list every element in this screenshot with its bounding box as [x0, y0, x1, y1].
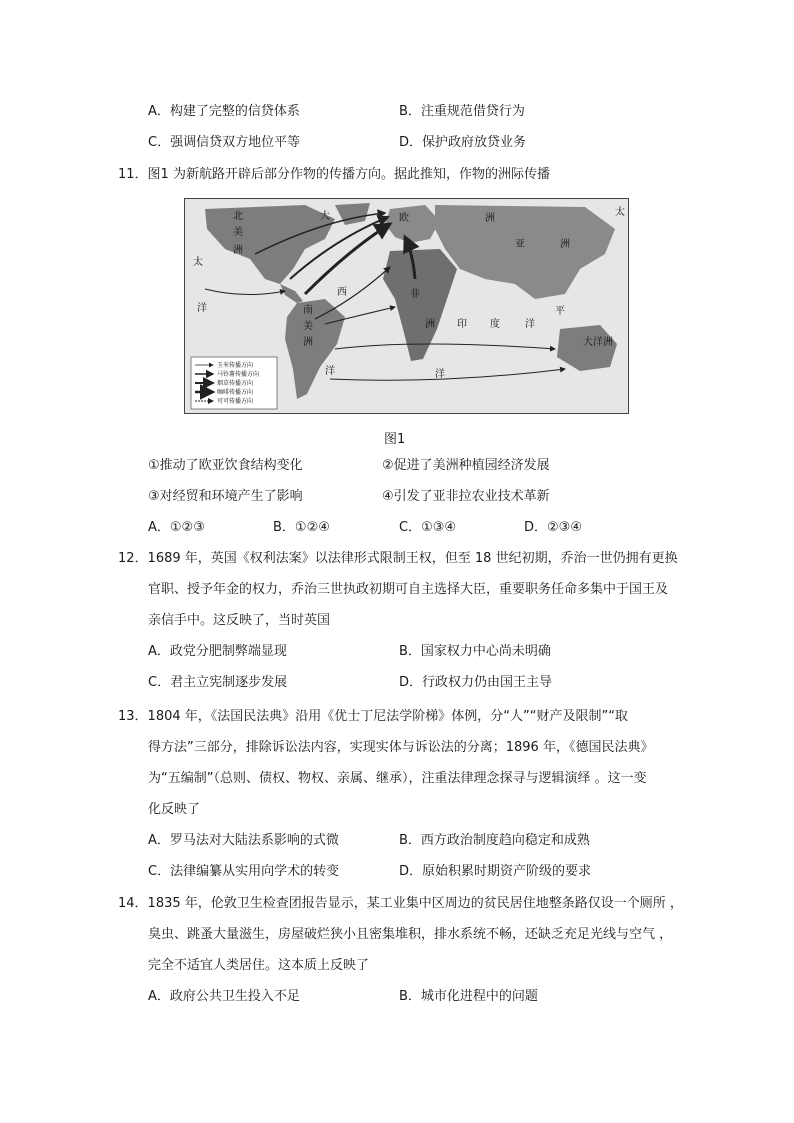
q11-option-d[interactable]: D．②③④ — [524, 520, 582, 535]
q11-item-2: ②促进了美洲种植园经济发展 — [382, 458, 550, 473]
q11-option-a[interactable]: A．①②③ — [148, 520, 205, 535]
q14-option-b[interactable]: B．城市化进程中的问题 — [399, 989, 538, 1004]
q10-option-a[interactable]: A．构建了完整的信贷体系 — [148, 104, 300, 119]
q13-stem-line3: 为“五编制”（总则、债权、物权、亲属、继承），注重法律理念探寻与逻辑演绎 。这一变 — [148, 771, 647, 786]
map-label: 洲 — [560, 239, 570, 250]
map-label: 欧 — [399, 213, 409, 224]
q13-option-c[interactable]: C．法律编纂从实用向学术的转变 — [148, 864, 340, 879]
q13-stem-line4: 化反映了 — [148, 802, 201, 817]
map-legend — [191, 357, 277, 409]
q14-option-a[interactable]: A．政府公共卫生投入不足 — [148, 989, 300, 1004]
q14-stem-line3: 完全不适宜人类居住。这本质上反映了 — [148, 958, 370, 973]
q12-option-a[interactable]: A．政党分肥制弊端显现 — [148, 644, 287, 659]
figure-caption: 图1 — [384, 432, 406, 447]
world-map-figure — [185, 199, 628, 413]
map-label: 平 — [555, 306, 565, 317]
q14-stem-line1: 14．1835 年，伦敦卫生检查团报告显示，某工业集中区周边的贫民居住地整条路仅设一个厕所 ， — [118, 896, 683, 911]
q11-option-c[interactable]: C．①③④ — [399, 520, 457, 535]
q13-option-d[interactable]: D．原始积累时期资产阶级的要求 — [399, 864, 592, 879]
q10-option-b[interactable]: B．注重规范借贷行为 — [399, 104, 525, 119]
map-label: 美 — [303, 321, 313, 332]
q10-option-c[interactable]: C．强调信贷双方地位平等 — [148, 135, 301, 150]
map-label: 美 — [233, 227, 243, 238]
map-label: 太 — [615, 207, 625, 218]
map-label: 大洋洲 — [583, 337, 613, 348]
q13-option-b[interactable]: B．西方政治制度趋向稳定和成熟 — [399, 833, 590, 848]
q11-option-b[interactable]: B．①②④ — [273, 520, 330, 535]
q11-item-1: ①推动了欧亚饮食结构变化 — [148, 458, 303, 473]
map-label: 洋 — [325, 366, 335, 377]
q13-stem-line1: 13．1804 年，《法国民法典》沿用《优士丁尼法学阶梯》体例，分“人”“财产及限制”“取 — [118, 709, 628, 724]
q13-stem-line2: 得方法”三部分，排除诉讼法内容，实现实体与诉讼法的分离；1896 年，《德国民法典》 — [148, 740, 654, 755]
legend-item: 可可传播方向 — [217, 398, 254, 405]
q12-option-d[interactable]: D．行政权力仍由国王主导 — [399, 675, 553, 690]
map-label: 洋 — [435, 369, 445, 380]
legend-item: 烟草传播方向 — [217, 380, 254, 387]
crop-spread-map — [184, 198, 629, 414]
legend-item: 玉米传播方向 — [217, 362, 254, 369]
q11-item-3: ③对经贸和环境产生了影响 — [148, 489, 303, 504]
map-label: 西 — [337, 287, 347, 298]
q12-stem-line1: 12．1689 年，英国《权利法案》以法律形式限制王权，但至 18 世纪初期，乔治一世仍拥有更换 — [118, 551, 678, 566]
q14-stem-line2: 臭虫、跳蚤大量滋生，房屋破烂狭小且密集堆积，排水系统不畅，还缺乏充足光线与空气 ， — [148, 927, 673, 942]
map-label: 洲 — [425, 319, 435, 330]
q13-option-a[interactable]: A．罗马法对大陆法系影响的式微 — [148, 833, 339, 848]
q12-option-c[interactable]: C．君主立宪制逐步发展 — [148, 675, 288, 690]
map-label: 太 — [193, 257, 203, 268]
legend-item: 马铃薯传播方向 — [217, 371, 260, 378]
map-label: 亚 — [515, 239, 525, 250]
map-label: 非 — [410, 289, 420, 300]
map-label: 洲 — [303, 337, 313, 348]
map-label: 大 — [320, 211, 330, 222]
q11-item-4: ④引发了亚非拉农业技术革新 — [382, 489, 550, 504]
q12-option-b[interactable]: B．国家权力中心尚未明确 — [399, 644, 551, 659]
map-label: 印 — [457, 319, 467, 330]
map-label: 度 — [490, 319, 500, 330]
q12-stem-line2: 官职、授予年金的权力，乔治三世执政初期可自主选择大臣，重要职务任命多集中于国王及 — [148, 582, 669, 597]
map-label: 北 — [233, 211, 243, 222]
map-label: 南 — [303, 305, 313, 316]
legend-item: 咖啡传播方向 — [217, 389, 254, 396]
map-label: 洲 — [233, 245, 243, 256]
map-label: 洲 — [485, 213, 495, 224]
map-label: 洋 — [197, 303, 207, 314]
q12-stem-line3: 亲信手中。这反映了，当时英国 — [148, 613, 331, 628]
q11-stem: 11．图1 为新航路开辟后部分作物的传播方向。据此推知，作物的洲际传播 — [118, 167, 550, 182]
q10-option-d[interactable]: D．保护政府放贷业务 — [399, 135, 527, 150]
map-label: 洋 — [525, 319, 535, 330]
